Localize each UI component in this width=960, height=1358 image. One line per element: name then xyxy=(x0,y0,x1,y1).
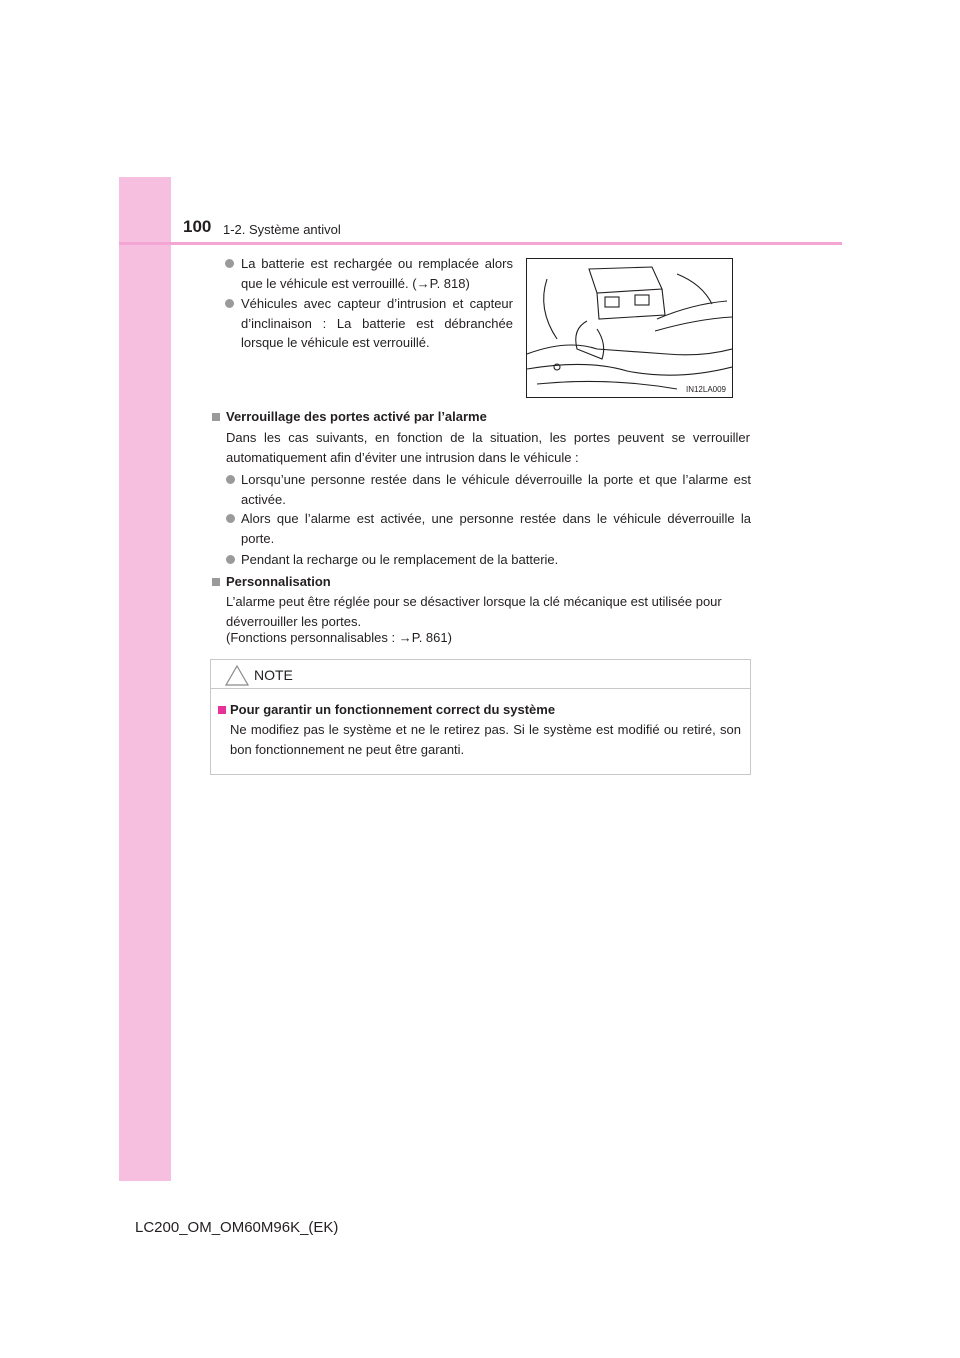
page-number: 100 xyxy=(183,217,212,236)
footer-code: LC200_OM_OM60M96K_(EK) xyxy=(135,1219,339,1236)
header-rule xyxy=(119,242,842,245)
bullet-dot-icon xyxy=(225,259,234,268)
bullet-text: Pendant la recharge ou le remplacement de la batterie. xyxy=(241,552,559,567)
section-body: L’alarme peut être réglée pour se désactiver lorsque la clé mécanique est utilisée pour déverrouiller les portes. xyxy=(226,594,722,629)
bullet-dot-icon xyxy=(225,299,234,308)
note-square-icon xyxy=(218,706,226,714)
battery-illustration xyxy=(526,258,733,398)
bullet-dot-icon xyxy=(226,514,235,523)
warning-triangle-icon xyxy=(225,665,249,686)
note-title: NOTE xyxy=(254,667,293,683)
bullet-text: La batterie est rechargée ou remplacée alors que le véhicule est verrouillé. (→P. 818) xyxy=(241,256,513,291)
section-title: 1-2. Système antivol xyxy=(223,222,341,237)
note-heading: Pour garantir un fonctionnement correct du système xyxy=(230,702,556,717)
section-square-icon xyxy=(212,578,220,586)
bullet-text: Alors que l’alarme est activée, une personne restée dans le véhicule déverrouille la porte. xyxy=(241,511,751,546)
bullet-dot-icon xyxy=(226,475,235,484)
note-body: Ne modifiez pas le système et ne le retirez pas. Si le système est modifié ou retiré, son bon fonctionnement ne peut être garanti. xyxy=(230,722,741,757)
bullet-text: Lorsqu’une personne restée dans le véhicule déverrouille la porte et que l’alarme est activée. xyxy=(241,472,751,507)
note-box xyxy=(210,659,751,775)
section-heading: Verrouillage des portes activé par l’alarme xyxy=(226,409,487,424)
section-body: Dans les cas suivants, en fonction de la situation, les portes peuvent se verrouiller automatiquement afin d’éviter une intrusion dans le véhicule : xyxy=(226,430,750,465)
bullet-text: Véhicules avec capteur d’intrusion et capteur d’inclinaison : La batterie est débranchée lorsque le véhicule est verrouillé. xyxy=(241,296,513,350)
section-heading: Personnalisation xyxy=(226,574,331,589)
section-ref: (Fonctions personnalisables : →P. 861) xyxy=(226,630,452,645)
side-band xyxy=(119,177,171,1181)
section-square-icon xyxy=(212,413,220,421)
battery-handling-icon xyxy=(527,259,732,397)
note-divider xyxy=(211,688,750,689)
figure-label: IN12LA009 xyxy=(685,385,726,394)
bullet-dot-icon xyxy=(226,555,235,564)
